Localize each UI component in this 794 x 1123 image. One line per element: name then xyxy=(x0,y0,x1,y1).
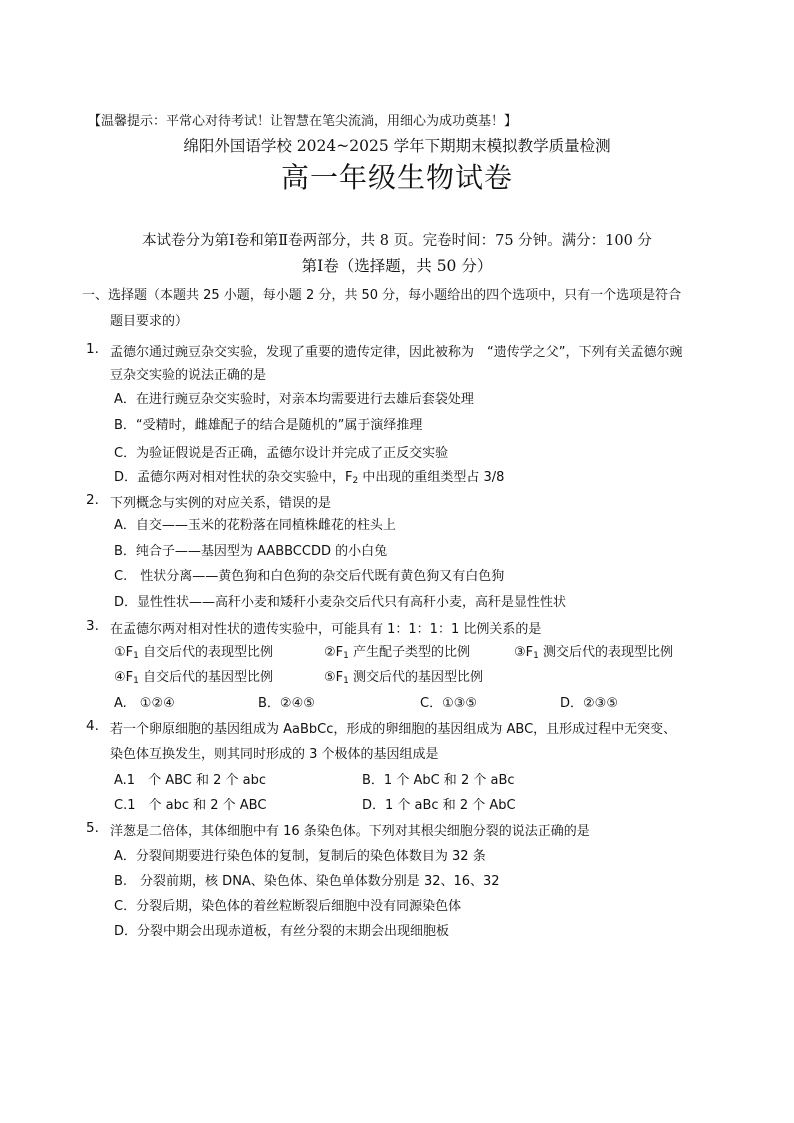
option-a: A. ①②④ xyxy=(114,696,175,711)
section-heading-cont: 题目要求的） xyxy=(110,314,189,329)
option-b: B．纯合子——基因型为 AABBCCDD 的小白兔 xyxy=(114,544,388,559)
option-c: C. 性状分离——黄色狗和白色狗的杂交后代既有黄色狗又有白色狗 xyxy=(114,569,505,584)
statement-item xyxy=(114,666,273,686)
question-number: 5. xyxy=(86,820,99,836)
option-c: C．分裂后期，染色体的着丝粒断裂后细胞中没有同源染色体 xyxy=(114,899,462,914)
statement-text: ①F xyxy=(114,645,134,660)
option-d: D．显性性状——高秆小麦和矮秆小麦杂交后代只有高秆小麦，高秆是显性性状 xyxy=(114,595,567,610)
option-c: C.1 个 abc 和 2 个 ABC xyxy=(114,798,267,813)
question-stem: 孟德尔通过豌豆杂交实验，发现了重要的遗传定律，因此被称为 “遗传学之父”，下列有关孟德尔豌 xyxy=(110,345,683,360)
school-exam-line: 绵阳外国语学校 2024~2025 学年下期期末模拟教学质量检测 xyxy=(183,137,611,155)
option-d-text-end: 中出现的重组类型占 3/8 xyxy=(358,470,505,485)
statement-text: ②F xyxy=(324,645,344,660)
statement-text: ⑤F xyxy=(324,670,344,685)
subscript: 1 xyxy=(133,676,139,686)
question-number: 2. xyxy=(86,492,99,508)
option-a: A．分裂间期要进行染色体的复制，复制后的染色体数目为 32 条 xyxy=(114,849,486,864)
question-number: 4. xyxy=(86,718,99,734)
question-number: 3. xyxy=(86,618,99,634)
option-d: D．分裂中期会出现赤道板，有丝分裂的末期会出现细胞板 xyxy=(114,924,450,939)
option-a: A．在进行豌豆杂交实验时，对亲本均需要进行去雄后套袋处理 xyxy=(114,392,474,407)
option-a: A．自交——玉米的花粉落在同植株雌花的柱头上 xyxy=(114,518,396,533)
statement-text-end: 测交后代的表现型比例 xyxy=(538,645,674,660)
question-stem: 在孟德尔两对相对性状的遗传实验中，可能具有 1：1：1：1 比例关系的是 xyxy=(110,622,542,637)
option-a: A.1 个 ABC 和 2 个 abc xyxy=(114,773,267,788)
question-number: 1. xyxy=(86,341,99,357)
question-stem-cont: 豆杂交实验的说法正确的是 xyxy=(110,368,267,383)
option-d: D．②③⑤ xyxy=(560,696,618,711)
page-title: 高一年级生物试卷 xyxy=(280,161,513,194)
option-d: D．1 个 aBc 和 2 个 AbC xyxy=(362,798,516,813)
option-c: C．①③⑤ xyxy=(420,696,478,711)
question-stem: 洋葱是二倍体，其体细胞中有 16 条染色体。下列对其根尖细胞分裂的说法正确的是 xyxy=(110,824,590,839)
option-b: B．1 个 AbC 和 2 个 aBc xyxy=(362,773,515,788)
volume-heading: 第Ⅰ卷（选择题，共 50 分） xyxy=(301,257,493,275)
statement-text-end: 自交后代的表现型比例 xyxy=(138,645,274,660)
option-b: B．②④⑤ xyxy=(258,696,315,711)
option-b: B. 分裂前期，核 DNA、染色体、染色单体数分别是 32、16、32 xyxy=(114,874,500,889)
question-stem: 若一个卵原细胞的基因组成为 AaBbCc，形成的卵细胞的基因组成为 ABC，且形成过程中无突变、 xyxy=(110,722,677,737)
statement-item xyxy=(324,666,483,686)
statement-text: ③F xyxy=(514,645,534,660)
statement-text-end: 自交后代的基因型比例 xyxy=(138,670,274,685)
option-d-text: D．孟德尔两对相对性状的杂交实验中，F xyxy=(114,470,353,485)
exam-tip: 【温馨提示：平常心对待考试！让智慧在笔尖流淌，用细心为成功奠基！】 xyxy=(88,114,518,129)
subscript: 1 xyxy=(343,676,349,686)
option-d xyxy=(114,466,504,486)
option-b: B．“受精时，雌雄配子的结合是随机的”属于演绎推理 xyxy=(114,418,423,433)
question-stem: 下列概念与实例的对应关系，错误的是 xyxy=(110,496,332,511)
subscript: 1 xyxy=(343,651,349,661)
subscript: 1 xyxy=(133,651,139,661)
statement-text-end: 测交后代的基因型比例 xyxy=(348,670,484,685)
exam-intro: 本试卷分为第Ⅰ卷和第Ⅱ卷两部分，共 8 页。完卷时间：75 分钟。满分：100 分 xyxy=(142,233,652,249)
subscript: 2 xyxy=(352,476,359,486)
statement-item xyxy=(324,641,470,661)
statement-item xyxy=(514,641,673,661)
statement-text-end: 产生配子类型的比例 xyxy=(348,645,471,660)
statement-text: ④F xyxy=(114,670,134,685)
question-stem-cont: 染色体互换发生，则其同时形成的 3 个极体的基因组成是 xyxy=(110,747,439,762)
statement-item xyxy=(114,641,273,661)
section-heading: 一、选择题（本题共 25 小题，每小题 2 分，共 50 分，每小题给出的四个选项中，只有一个选项是符合 xyxy=(82,288,682,303)
option-c: C．为验证假说是否正确，孟德尔设计并完成了正反交实验 xyxy=(114,446,449,461)
subscript: 1 xyxy=(533,651,539,661)
